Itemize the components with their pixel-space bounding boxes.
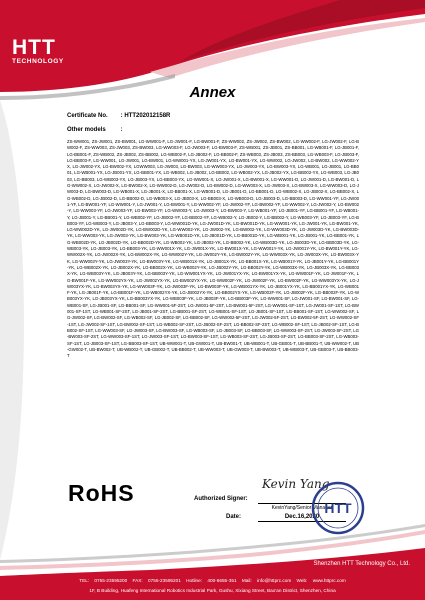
company-seal-stamp <box>310 480 366 536</box>
other-models-colon: : <box>120 127 123 133</box>
signer-name: KevinYang/Senior Manager <box>271 505 333 511</box>
date-value: Dec.16,2020 <box>284 514 320 520</box>
model-list-text: ZS-WW001, ZS-JW001, ZS-BW001, LG-WW001-F, LG-JW001-F, LG-BW001-F, ZS-WW002, ZS-JW002, ZS-BW002, LG-WW002-F, LG-JW002-F, LG-BW002-F, ZS-WW003, ZS-JW003, ZS-BW003, LG-WW003-F, LG-JW003-F, LG-BW003-F, ZS-WB001, ZS-JB001, ZS-BB001, LG-WB001-F, LG-JB001-F, LG-BB001-F, ZS-WB002, ZS-JB002, ZS-BB002, LG-WB002-F, LG-JB002-F, LG-BB002-F, ZS-WB003, ZS-JB003, ZS-BB003, LG-WB003-F, LG-JB003-F, LG-BB003-F, LG-WW001, LG-JW001, LG-BW001, LG-WW001-YX, LG-JW001-YX, LG-BW001-YX, LG-WW002, LG-JW002, LG-BW002, LG-WW002-YX, LG-JW002-YX, LG-BW002-YX, LGWW003, LG-JW003, LG-BW003, LG-WW003-YX, LG-JW003-YX, LG-BW003-YX, LG-WB001, LG-JB001, LG-BB001, LG-WB001-YX, LG-JB001-YX, LG-BB001-YX, LG-WB002, LG-JB002, LG-BB002, LG-WB002-YX, LG-JB002-YX, LG-BB002-YX, LG-WB003, LG-JB003, LG-BB003, LG-WB003-YX, LG-JB003-YX, LG-BB003-YX, LG-WW001-X, LG-JW001-X, LG-BW001-X, LG-WW001-D, LG-JW001-D, LG-BW001-D, LG-WW002-X, LG-JW002-X, LG-BW002-X, LG-WW002-D, LG-JW002-D, LG-BW002-D, LG-WW003-X, LG-JW003-X, LG-BW003-X, LG-WW003-D, LG-JW003-D, LG-BW003-D, LG-WB001-X, LG-JB001-X, LG-BB001-X, LG-WB001-D, LG-JB001-D, LG-BB001-D, LG-WB002-X, LG-JB002-X, LG-BB002-X, LG-WB002-D, LG-JB002-D, LG-BB002-D, LG-WB003-X, LG-JB003-X, LG-BB003-X, LG-WB003-D, LG-JB003-D, LG-BB003-D, LG-WW001-YF, LG-JW001-YF, LG-BW001-YF, LG-WW001-Y, LG-JW001-Y, LG-BW001-Y, LG-WW002-YF, LG-JW002-YF, LG-BW002-YF, LG-WW002-Y, LG-JW002-Y, LG-BW002-Y, LG-WW003-YF, LG-JW003-YF, LG-BW003-YF, LG-WW003-Y, LG-JW003-Y, LG-BW003-Y, LG-WB001-YF, LG-JB001-YF, LG-BB001-YF, LG-WB001-Y, LG-JB001-Y, LG-BB001-Y, LG-WB002-YF, LG-JB002-YF, LG-BB002-YF, LG-WB002-Y, LG-JB002-Y, LG-BB002-Y, LG-WB003-YF, LG-JB003-YF, LG-BB003-YF, LG-WB003-Y, LG-JB003-Y, LG-BB003-Y, LG-WW001D-YK, LG-JW001D-YK, LG-BW001D-YK, LG-WW001-YK, LG-JW001-YK, LG-BW001-YK, LG-WW002D-YK, LG-JW002D-YK, LG-BW002D-YK, LG-WW002-YK, LG-JW002-YK, LG-BW002-YK, LG-WW003D-YK, LG-JW003D-YK, LG-BW003D-YK, LG-WW003-YK, LG-JW003-YK, LG-BW003-YK, LG-WB001D-YK, LG-JB001D-YK, LG-BB001D-YK, LG-WB001-YK, LG-JB001-YK, LG-BB001-YK, LG-WB002D-YK, LG-JB002D-YK, LG-BB002D-YK, LG-WB002-YK, LG-JB002-YK, LG-BB002-YK, LG-WB003D-YK, LG-JB003D-YK, LG-BB003D-YK, LG-WB003-YK, LG-JB003-YK, LG-BB003-YK, LG-WW001X-YK, LG-JW001X-YK, LG-BW001X-YK, LG-WW001Y-YK, LG-JW001Y-YK, LG-BW001Y-YK, LG-WW002X-YK, LG-JW002X-YK, LG-BW002X-YK, LG-WW002Y-YK, LG-JW002Y-YK, LG-BW002Y-YK, LG-WW003X-YK, LG-JW003X-YK, LG-BW003X-YK, LG-WW003Y-YK, LG-JW003Y-YK, LG-BW003Y-YK, LG-WB001X-YK, LG-JB001X-YK, LG-BB001X-YK, LG-WB001Y-YK, LG-JB001Y-YK, LG-BB001Y-YK, LG-WB002X-YK, LG-JB002X-YK, LG-BB002X-YK, LG-WB002Y-YK, LG-JB002Y-YK, LG-BB002Y-YK, LG-WB003X-YK, LG-JB003X-YK, LG-BB003X-YK, LG-WB003Y-YK, LG-JB003Y-YK, LG-BB003Y-YK, LG-WW001YX-YK, LG-JW001YX-YK, LG-BW001YX-YK, LG-WW001F-YK, LG-JW001F-YK, LG-BW001F-YK, LG-WW002YX-YK, LG-JW002YX-YK, LG-BW002YX-YK, LG-WW002F-YK, LG-JW002F-YK, LG-BW002F-YK, LG-WW003YX-YK, LG-JW003YX-YK, LG-BW003YX-YK, LG-WW003F-YK, LG-JW003F-YK, LG-BW003F-YK, LG-WB001YX-YK, LG-JB001YX-YK, LG-BB001YX-YK, LG-WB001F-YK, LG-JB001F-YK, LG-BB001F-YK, LG-WB002YX-YK, LG-JB002YX-YK, LG-BB002YX-YK, LG-WB002F-YK, LG-JB002F-YK, LG-BB002F-YK, LG-WB003YX-YK, LG-JB003YX-YK, LG-BB003YX-YK, LG-WB003F-YK, LG-JB003F-YK, LG-BB003F-YK, LG-WW001-SF, LG-JW001-SF, LG-BW001-SF, LG-WB001-SF, LG-JB001-SF, LG-BB001-SF, LG-WW001-5F-2ST, LG-JW001-5F-2ST, LG-BW001-5F-2ST, LG-WW001-SF-1ST, LG-JW001-SF-1ST, LG-BW001-SF-1ST, LG-WB001-SF-2ST, LG-JB001-SF-2ST, LG-BB001-SF-2ST, LG-WB001-SF-1ST, LG-JB001-SF-1ST, LG-BB001-SF-1ST, LG-WW002-SF, LG-JW002-SF, LG-BW002-SF, LG-WB002-SF, LG-JB002-SF, LG-BB002-SF, LG-WW002-5F-2ST, LG-JW002-5F-2ST, LG-BW002-5F-2ST, LG-WW002-SF-1ST, LG-JW002-SF-1ST, LG-BW002-SF-1ST, LG-WB002-SF-2ST, LG-JB002-SF-2ST, LG-BB002-SF-2ST, LG-WB002-SF-1ST, LG-JB002-SF-1ST, LG-BB002-SF-1ST, LG-WW003-SF, LG-JW003-SF, LG-BW003-SF, LG-WB003-SF, LG-JB003-SF, LG-BB003-SF, LG-WW003-SF-2ST, LG-JW003-SF-2ST, LG-BW003-SF-2ST, LG-WW003-SF-1ST, LG-JW003-SF-1ST, LG-BW003-SF-1ST, LG-WB003-SF-2ST, LG-JB003-SF-2ST, LG-BB003-SF-2ST, LG-WB003-SF-1ST, LG-JB003-SF-1ST, LG-BB003-SF-1ST, UB-WW001-T, UB-GW001-T, UB-BW001-T, UB-WB001-T, UB-GB001-T, UB-BB001-T, UB-WW002-T, UB-GW002-T, UB-BW002-T, UB-WB002-T, UB-GB002-T, UB-BB002-T, UB-WW003-T, UB-GW003-T, UB-BW003-T, UB-WB003-T, UB-GB003-T, UB-BB003-T <box>67 139 359 359</box>
other-models-label: Other models <box>67 127 106 133</box>
handwritten-signature: Kevin Yang <box>262 477 330 491</box>
authorized-signer-label: Authorized Signer: <box>194 496 248 502</box>
svg-text:HTT: HTT <box>324 500 352 516</box>
logo-wordmark: HTT <box>12 36 56 59</box>
logo-subtitle: TECHNOLOGY <box>12 58 64 65</box>
date-label: Date: <box>226 514 242 520</box>
certificate-number-label: Certificate No. <box>67 113 108 119</box>
rohs-heading: RoHS <box>68 480 135 506</box>
page-title: Annex <box>189 84 236 101</box>
footer-address: 1F, B Building, Huafeng International Robotics Industrial Park, Gushu, Xixiang Street, Bao'an District, Shenzhen, China <box>89 588 336 593</box>
other-models-row <box>67 127 123 133</box>
certificate-number-value: : HTT202012158R <box>120 113 171 119</box>
htt-logo <box>12 38 64 66</box>
footer-contact-info: TEL: 0755-23595200 FAX: 0755-23595201 Hotline: 400-6655-351 Mail: info@httprc.com Web: www.httprc.com <box>79 578 346 583</box>
certificate-number-row <box>67 113 170 119</box>
footer-company-name: Shenzhen HTT Technology Co., Ltd. <box>313 561 410 567</box>
